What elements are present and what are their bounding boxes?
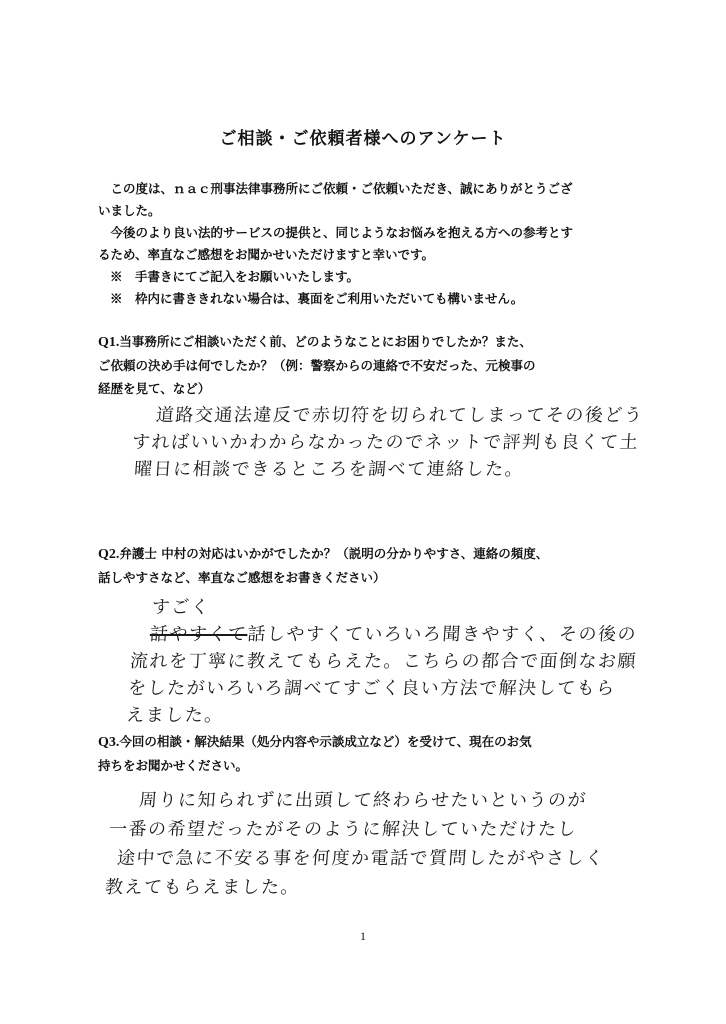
answer-3-handwritten <box>104 786 610 902</box>
answer-2-handwritten <box>125 594 641 729</box>
question-2-line: 話しやすさなど、率直なご感想をお書きください） <box>98 570 386 585</box>
question-2-line <box>98 542 643 566</box>
question-1 <box>98 330 643 400</box>
answer-text: 話しやすくていろいろ聞きやすく、その後の <box>246 624 638 645</box>
answer-line: 流れを丁寧に教えてもらえた。こちらの都合で面倒なお願 <box>129 651 638 672</box>
question-3-line: 持ちをお聞かせください。 <box>98 758 249 773</box>
answer-text: すごく <box>151 597 212 618</box>
question-1-text: 当事務所にご相談いただく前、どのようなことにお困りでしたか？また、 <box>119 334 532 349</box>
answer-line <box>131 594 642 648</box>
question-2-number: Q2. <box>98 547 120 562</box>
question-1-line <box>98 330 643 354</box>
answer-line: をしたがいろいろ調べてすごく良い方法で解決してもら <box>127 678 617 699</box>
answer-1-handwritten <box>129 402 644 483</box>
question-3 <box>98 730 643 777</box>
question-3-text: 今回の相談・解決結果（処分内容や示談成立など）を受けて、現在のお気 <box>119 734 532 749</box>
question-1-line: 経歴を見て、など） <box>98 381 211 396</box>
intro-note: ※ 手書きにてご記入をお願いいたします。 <box>110 269 360 284</box>
intro-line: るため、率直なご感想をお聞かせいただけますと幸いです。 <box>98 247 435 262</box>
answer-line: すればいいかわからなかったのでネットで評判も良くて土 <box>131 432 640 453</box>
answer-line: 途中で急に不安る事を何度か電話で質問したがやさしく <box>116 848 606 869</box>
answer-line: 周りに知られずに出頭して終わらせたいというのが <box>138 790 588 811</box>
answer-line: 曜日に相談できるところを調べて連絡した。 <box>133 459 525 480</box>
answer-line: えました。 <box>125 705 225 726</box>
intro-line: この度は、ｎａｃ刑事法律事務所にご依頼・ご依頼いただき、誠にありがとうござ <box>110 181 573 196</box>
intro-line: 今後のより良い法的サービスの提供と、同じようなお悩みを抱える方への参考とす <box>110 225 574 240</box>
intro-text <box>98 178 638 310</box>
question-3-number: Q3. <box>98 735 120 750</box>
answer-line: 道路交通法違反で赤切符を切られてしまってその後どう <box>155 405 645 426</box>
intro-line: いました。 <box>98 203 161 218</box>
answer-line: 一番の希望だったがそのように解決していただけたし <box>108 819 578 840</box>
question-1-line: ご依頼の決め手は何でしたか？（例：警察からの連絡で不安だった、元検事の <box>98 358 536 373</box>
struck-through-text: 話やすくて <box>149 624 249 645</box>
page-title: ご相談・ご依頼者様へのアンケート <box>219 129 507 149</box>
page-number: 1 <box>360 929 366 943</box>
intro-note: ※ 枠内に書ききれない場合は、裏面をご利用いただいても構いません。 <box>110 291 524 306</box>
question-3-line <box>98 730 643 754</box>
answer-line: 教えてもらえました。 <box>104 877 301 898</box>
question-1-number: Q1. <box>98 335 120 350</box>
question-2 <box>98 542 643 589</box>
question-2-text: 弁護士 中村の対応はいかがでしたか？（説明の分かりやすさ、連絡の頻度、 <box>119 546 549 561</box>
